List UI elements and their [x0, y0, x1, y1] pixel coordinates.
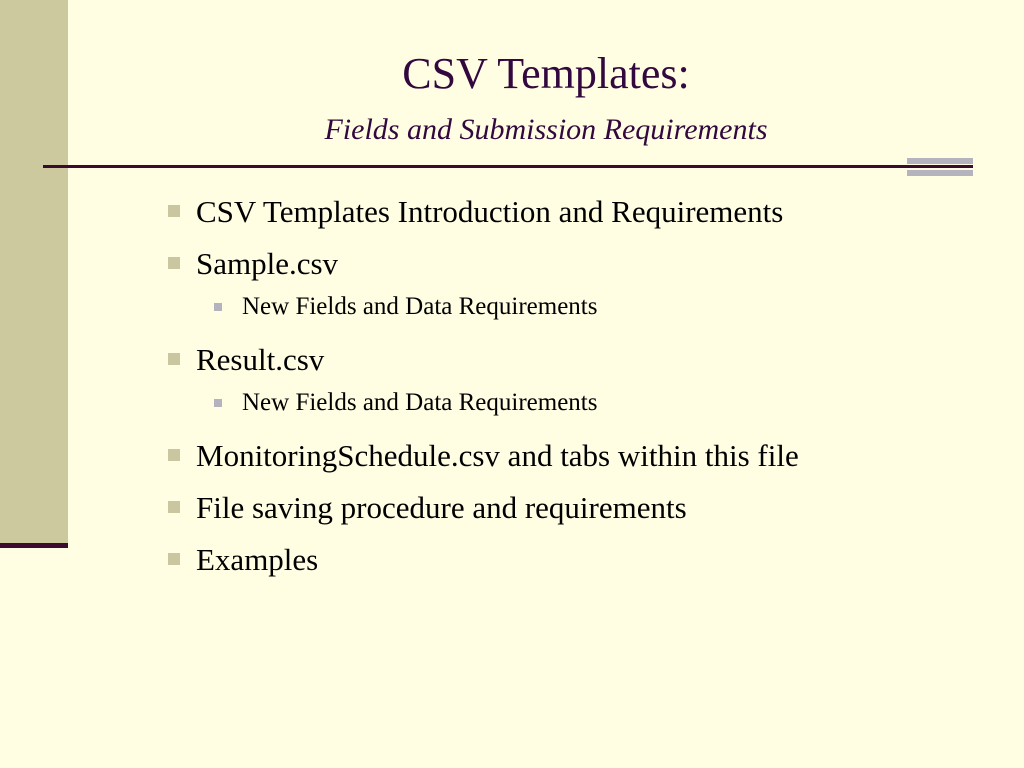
slide-subtitle: Fields and Submission Requirements [324, 113, 768, 146]
left-bar-accent-line [0, 543, 68, 548]
square-bullet-icon [168, 501, 180, 513]
sub-bullet-text: New Fields and Data Requirements [242, 293, 598, 320]
sub-bullet-item [166, 380, 799, 426]
bullet-item [166, 430, 799, 482]
bullet-item [166, 334, 799, 386]
square-bullet-icon [168, 353, 180, 365]
bullet-item [166, 482, 799, 534]
bullet-list [166, 186, 799, 586]
title-divider-accent [907, 158, 973, 178]
bullet-text: File saving procedure and requirements [196, 490, 687, 525]
bullet-text: Sample.csv [196, 246, 339, 281]
title-divider [43, 165, 973, 168]
bullet-item [166, 238, 799, 290]
small-square-bullet-icon [214, 303, 222, 311]
square-bullet-icon [168, 257, 180, 269]
bullet-text: Examples [196, 542, 319, 577]
slide-title: CSV Templates: [402, 49, 690, 98]
bullet-text: MonitoringSchedule.csv and tabs within this file [196, 438, 799, 473]
left-decorative-bar [0, 0, 68, 545]
bullet-item [166, 534, 799, 586]
sub-bullet-item [166, 284, 799, 330]
bullet-item [166, 186, 799, 238]
square-bullet-icon [168, 449, 180, 461]
small-square-bullet-icon [214, 399, 222, 407]
sub-bullet-text: New Fields and Data Requirements [242, 389, 598, 416]
bullet-text: Result.csv [196, 342, 325, 377]
square-bullet-icon [168, 205, 180, 217]
square-bullet-icon [168, 553, 180, 565]
bullet-text: CSV Templates Introduction and Requirements [196, 194, 784, 229]
